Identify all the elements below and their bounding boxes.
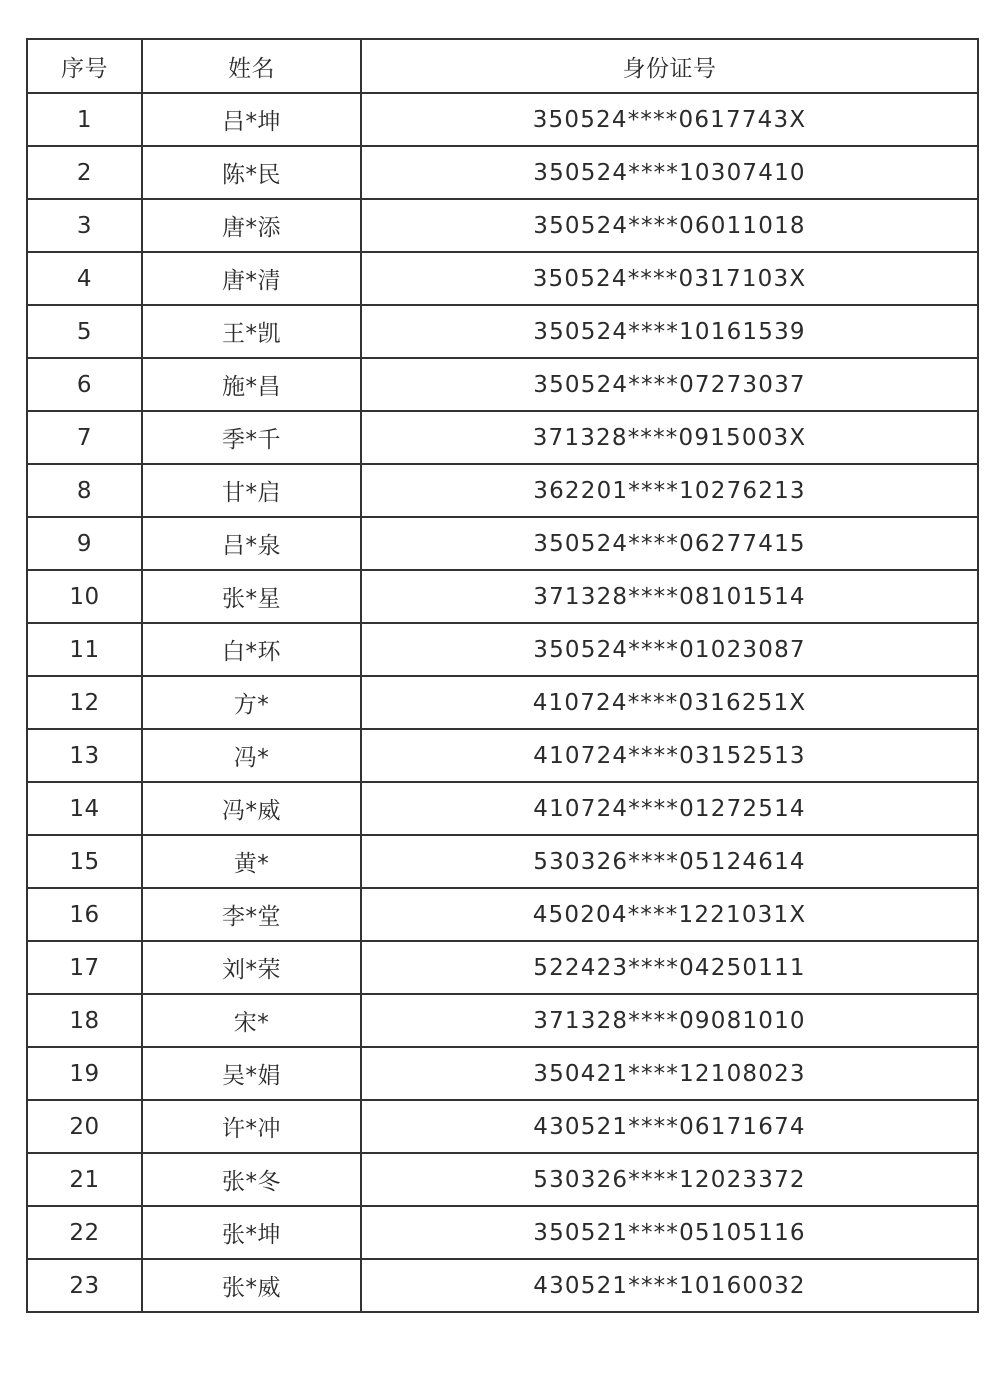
table-row	[27, 464, 978, 517]
table-row	[27, 305, 978, 358]
row-id-number: 371328****09081010	[361, 994, 978, 1047]
row-name: 张*坤	[142, 1206, 361, 1259]
row-index: 23	[27, 1259, 142, 1312]
row-index: 2	[27, 146, 142, 199]
row-name: 甘*启	[142, 464, 361, 517]
row-name: 唐*清	[142, 252, 361, 305]
table-row	[27, 888, 978, 941]
table-row	[27, 1153, 978, 1206]
row-name: 吕*泉	[142, 517, 361, 570]
row-name: 吕*坤	[142, 93, 361, 146]
table-row	[27, 411, 978, 464]
row-index: 22	[27, 1206, 142, 1259]
row-id-number: 350524****10307410	[361, 146, 978, 199]
row-id-number: 362201****10276213	[361, 464, 978, 517]
row-id-number: 522423****04250111	[361, 941, 978, 994]
row-id-number: 530326****05124614	[361, 835, 978, 888]
row-index: 8	[27, 464, 142, 517]
row-id-number: 371328****0915003X	[361, 411, 978, 464]
row-name: 冯*	[142, 729, 361, 782]
table-row	[27, 1047, 978, 1100]
row-id-number: 350524****01023087	[361, 623, 978, 676]
row-index: 17	[27, 941, 142, 994]
table-row	[27, 252, 978, 305]
row-name: 唐*添	[142, 199, 361, 252]
header-name: 姓名	[142, 39, 361, 93]
row-id-number: 350521****05105116	[361, 1206, 978, 1259]
row-index: 1	[27, 93, 142, 146]
table-row	[27, 1206, 978, 1259]
row-index: 14	[27, 782, 142, 835]
row-index: 13	[27, 729, 142, 782]
row-id-number: 350524****06011018	[361, 199, 978, 252]
table-row	[27, 570, 978, 623]
row-name: 张*星	[142, 570, 361, 623]
row-index: 7	[27, 411, 142, 464]
table-row	[27, 517, 978, 570]
row-index: 5	[27, 305, 142, 358]
row-id-number: 350524****07273037	[361, 358, 978, 411]
row-name: 刘*荣	[142, 941, 361, 994]
row-name: 许*冲	[142, 1100, 361, 1153]
row-name: 方*	[142, 676, 361, 729]
row-id-number: 350524****0317103X	[361, 252, 978, 305]
row-index: 3	[27, 199, 142, 252]
table-body	[27, 93, 978, 1312]
table-row	[27, 729, 978, 782]
row-id-number: 371328****08101514	[361, 570, 978, 623]
row-id-number: 430521****06171674	[361, 1100, 978, 1153]
row-name: 白*环	[142, 623, 361, 676]
roster-table-container	[26, 38, 977, 1313]
table-row	[27, 358, 978, 411]
row-name: 宋*	[142, 994, 361, 1047]
row-index: 18	[27, 994, 142, 1047]
row-index: 11	[27, 623, 142, 676]
row-name: 施*昌	[142, 358, 361, 411]
table-row	[27, 835, 978, 888]
row-index: 19	[27, 1047, 142, 1100]
row-id-number: 530326****12023372	[361, 1153, 978, 1206]
row-index: 9	[27, 517, 142, 570]
row-name: 王*凯	[142, 305, 361, 358]
row-name: 冯*威	[142, 782, 361, 835]
row-name: 李*堂	[142, 888, 361, 941]
row-index: 16	[27, 888, 142, 941]
table-row	[27, 994, 978, 1047]
table-row	[27, 1259, 978, 1312]
row-name: 张*威	[142, 1259, 361, 1312]
row-id-number: 410724****01272514	[361, 782, 978, 835]
row-index: 21	[27, 1153, 142, 1206]
table-row	[27, 782, 978, 835]
row-index: 10	[27, 570, 142, 623]
row-name: 陈*民	[142, 146, 361, 199]
table-row	[27, 146, 978, 199]
table-row	[27, 93, 978, 146]
table-row	[27, 676, 978, 729]
row-name: 黄*	[142, 835, 361, 888]
header-id-number: 身份证号	[361, 39, 978, 93]
row-index: 4	[27, 252, 142, 305]
table-header-row	[27, 39, 978, 93]
row-id-number: 450204****1221031X	[361, 888, 978, 941]
row-name: 吴*娟	[142, 1047, 361, 1100]
row-id-number: 430521****10160032	[361, 1259, 978, 1312]
row-name: 季*千	[142, 411, 361, 464]
row-index: 20	[27, 1100, 142, 1153]
row-name: 张*冬	[142, 1153, 361, 1206]
table-row	[27, 1100, 978, 1153]
row-id-number: 410724****0316251X	[361, 676, 978, 729]
row-index: 12	[27, 676, 142, 729]
row-index: 6	[27, 358, 142, 411]
roster-table	[26, 38, 979, 1313]
table-row	[27, 941, 978, 994]
row-id-number: 410724****03152513	[361, 729, 978, 782]
row-id-number: 350421****12108023	[361, 1047, 978, 1100]
table-row	[27, 623, 978, 676]
row-id-number: 350524****06277415	[361, 517, 978, 570]
header-index: 序号	[27, 39, 142, 93]
row-id-number: 350524****10161539	[361, 305, 978, 358]
table-row	[27, 199, 978, 252]
row-index: 15	[27, 835, 142, 888]
row-id-number: 350524****0617743X	[361, 93, 978, 146]
